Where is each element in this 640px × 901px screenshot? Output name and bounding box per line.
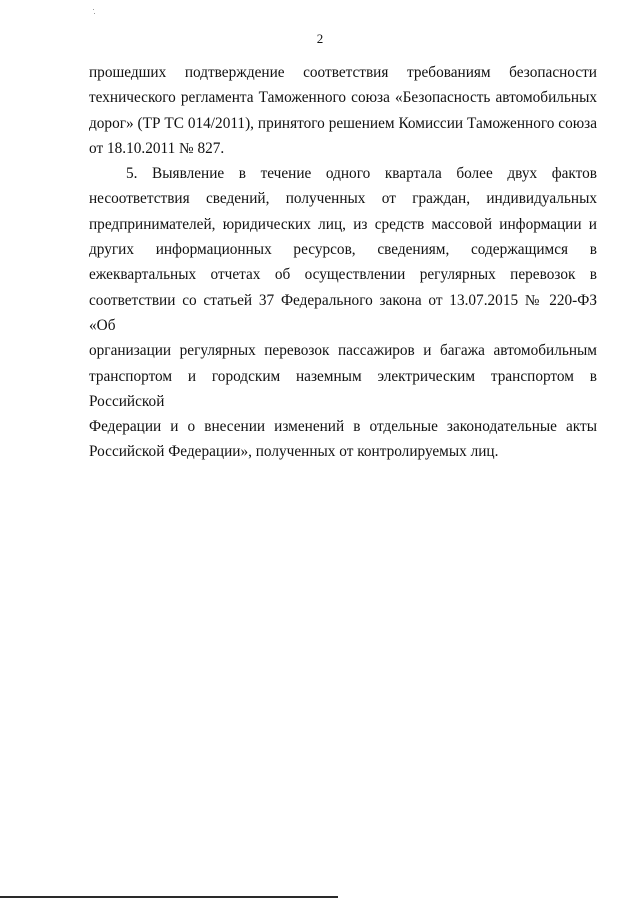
text-line: предпринимателей, юридических лиц, из средств массовой информации и <box>89 215 597 233</box>
paragraph-item-5 <box>89 161 597 465</box>
scan-speck <box>94 13 95 14</box>
text-line: Федерации и о внесении изменений в отдельные законодательные акты <box>89 418 597 436</box>
paragraph-continuation <box>89 60 597 161</box>
text-line: Российской Федерации», полученных от контролируемых лиц. <box>89 443 499 461</box>
text-line: ежеквартальных отчетах об осуществлении регулярных перевозок в <box>89 266 597 284</box>
scan-edge-line <box>0 896 338 898</box>
scan-speck <box>93 9 94 10</box>
text-line: от 18.10.2011 № 827. <box>89 139 225 157</box>
text-line: дорог» (ТР ТС 014/2011), принятого решением Комиссии Таможенного союза <box>89 114 597 132</box>
text-line: 5. Выявление в течение одного квартала более двух фактов <box>126 165 597 183</box>
text-line: технического регламента Таможенного союза «Безопасность автомобильных <box>89 89 597 107</box>
page-number: 2 <box>316 31 324 46</box>
text-line: транспортом и городским наземным электрическим транспортом в Российской <box>89 367 597 410</box>
text-line: соответствии со статьей 37 Федерального закона от 13.07.2015 № 220-ФЗ «Об <box>89 291 597 334</box>
document-body <box>89 60 597 465</box>
text-line: других информационных ресурсов, сведениям, содержащимся в <box>89 241 597 259</box>
text-line: прошедших подтверждение соответствия требованиям безопасности <box>89 64 597 81</box>
text-line: несоответствия сведений, полученных от граждан, индивидуальных <box>89 190 597 208</box>
text-line: организации регулярных перевозок пассажиров и багажа автомобильным <box>89 342 597 360</box>
